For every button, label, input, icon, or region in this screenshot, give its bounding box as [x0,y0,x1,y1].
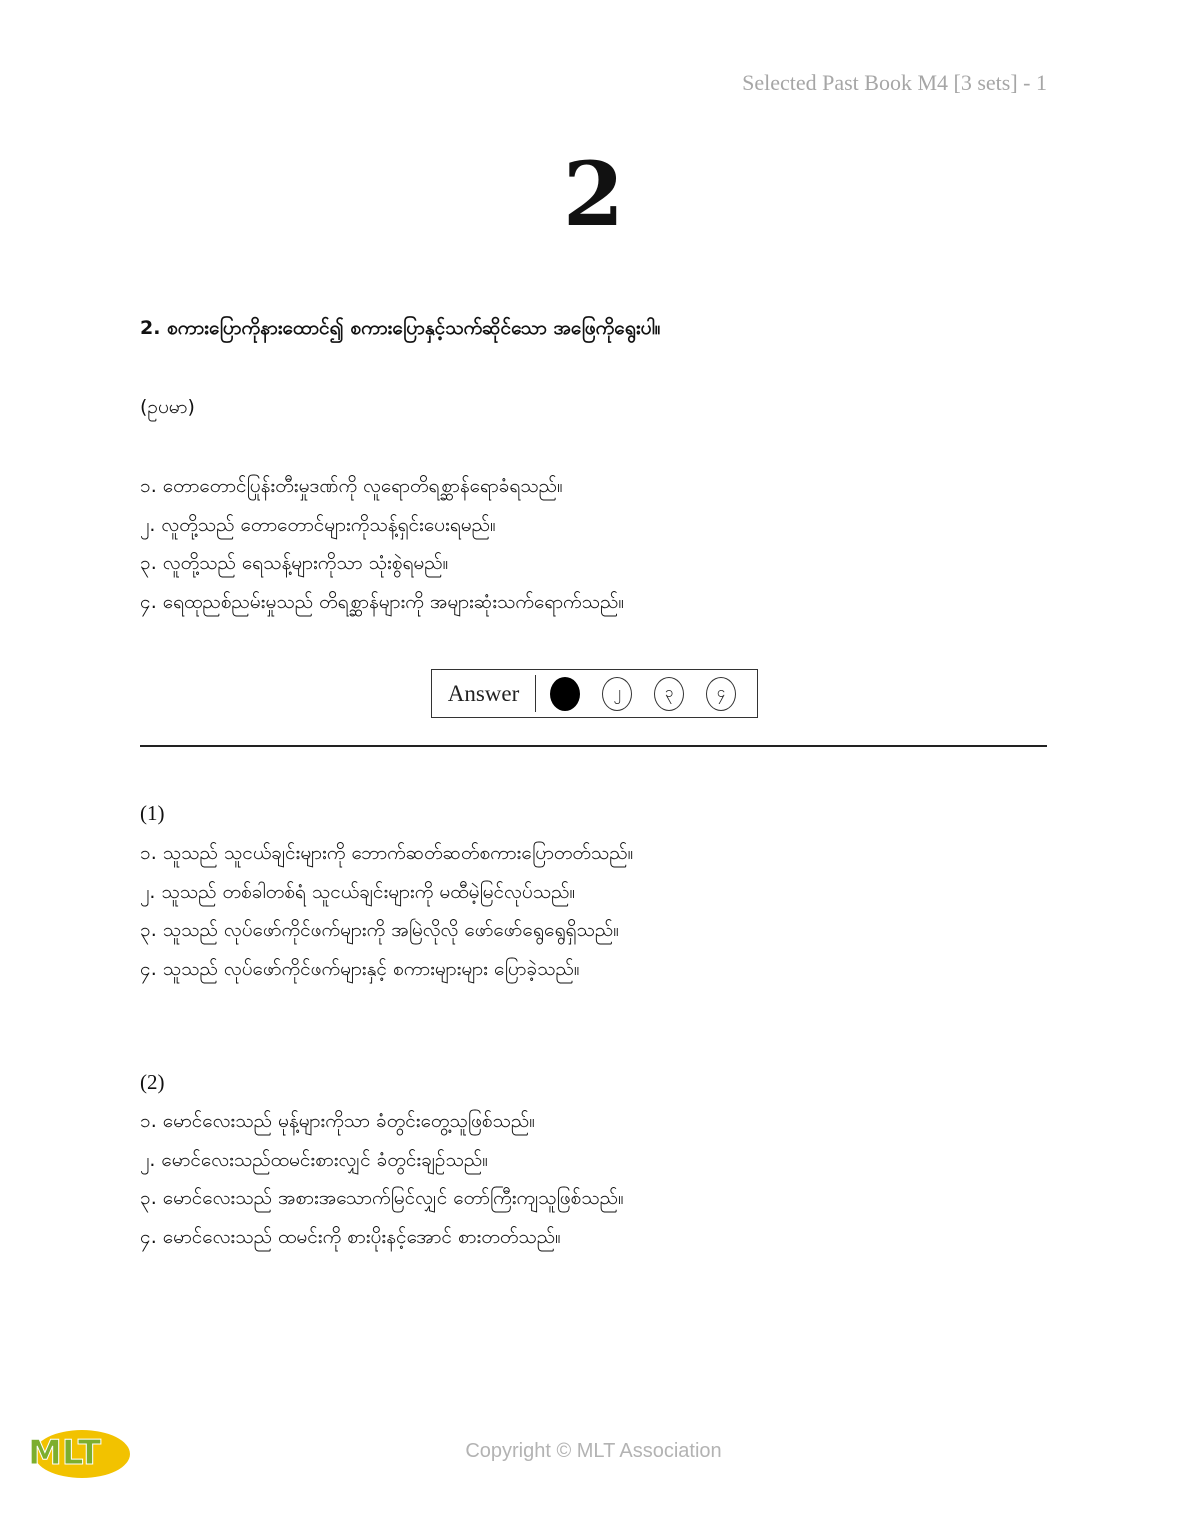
running-header: Selected Past Book M4 [3 sets] - 1 [742,70,1047,95]
answer-bubbles [536,677,736,711]
question-1-option-2: ၂. သူသည် တစ်ခါတစ်ရံ သူငယ်ချင်းများကို မထီမဲ့မြင်လုပ်သည်။ [140,880,576,903]
question-1-option-1: ၁. သူသည် သူငယ်ချင်းများကို ဘောက်ဆတ်ဆတ်စကားပြောတတ်သည်။ [140,842,634,864]
example-option-2: ၂. လူတို့သည် တောတောင်များကိုသန့်ရှင်းပေးရမည်။ [140,513,496,536]
answer-bubble-4: ၄ [706,677,736,711]
section-number: 2 [562,142,625,246]
example-option-1: ၁. တောတောင်ပြုန်းတီးမှုဒဏ်ကို လူရောတိရစ္ဆာန်ရောခံရသည်။ [140,475,563,497]
logo-text: MLT [28,1433,102,1473]
copyright-footer: Copyright © MLT Association [465,1440,722,1462]
question-1-number: (1) [140,801,165,825]
answer-label: Answer [432,675,536,712]
example-option-4: ၄. ရေထုညစ်ညမ်းမှုသည် တိရစ္ဆာန်များကို အများဆုံးသက်ရောက်သည်။ [140,590,625,613]
question-2-option-4: ၄. မောင်လေးသည် ထမင်းကို စားပိုးနင့်အောင် စားတတ်သည်။ [140,1225,561,1248]
answer-bubble-1 [550,677,580,711]
question-heading: 2. စကားပြောကိုနားထောင်၍ စကားပြောနှင့်သက်ဆိုင်သော အဖြေကိုရွေးပါ။ [140,317,661,339]
question-2-option-3: ၃. မောင်လေးသည် အစားအသောက်မြင်လျှင် တော်ကြီးကျသူဖြစ်သည်။ [140,1187,624,1209]
question-2-option-1: ၁. မောင်လေးသည် မုန့်များကိုသာ ခံတွင်းတွေ့သူဖြစ်သည်။ [140,1110,535,1132]
question-2-option-2: ၂. မောင်လေးသည်ထမင်းစားလျှင် ခံတွင်းချဉ်သည်။ [140,1148,488,1171]
question-1-option-4: ၄. သူသည် လုပ်ဖော်ကိုင်ဖက်များနှင့် စကားများများ ပြောခဲ့သည်။ [140,957,580,980]
question-2-number: (2) [140,1070,165,1094]
example-option-3: ၃. လူတို့သည် ရေသန့်များကိုသာ သုံးစွဲရမည်။ [140,552,449,574]
question-1-option-3: ၃. သူသည် လုပ်ဖော်ကိုင်ဖက်များကို အမြဲလိုလို ဖော်ဖော်ရွေရွေရှိသည်။ [140,919,619,941]
section-divider [140,745,1047,747]
example-label: (ဥပမာ) [140,396,195,418]
question-1-options [140,834,1050,988]
example-options [140,467,1050,621]
answer-bubble-3: ၃ [654,677,684,711]
question-2-options [140,1102,1050,1256]
answer-box [431,669,758,718]
answer-bubble-2: ၂ [602,677,632,711]
